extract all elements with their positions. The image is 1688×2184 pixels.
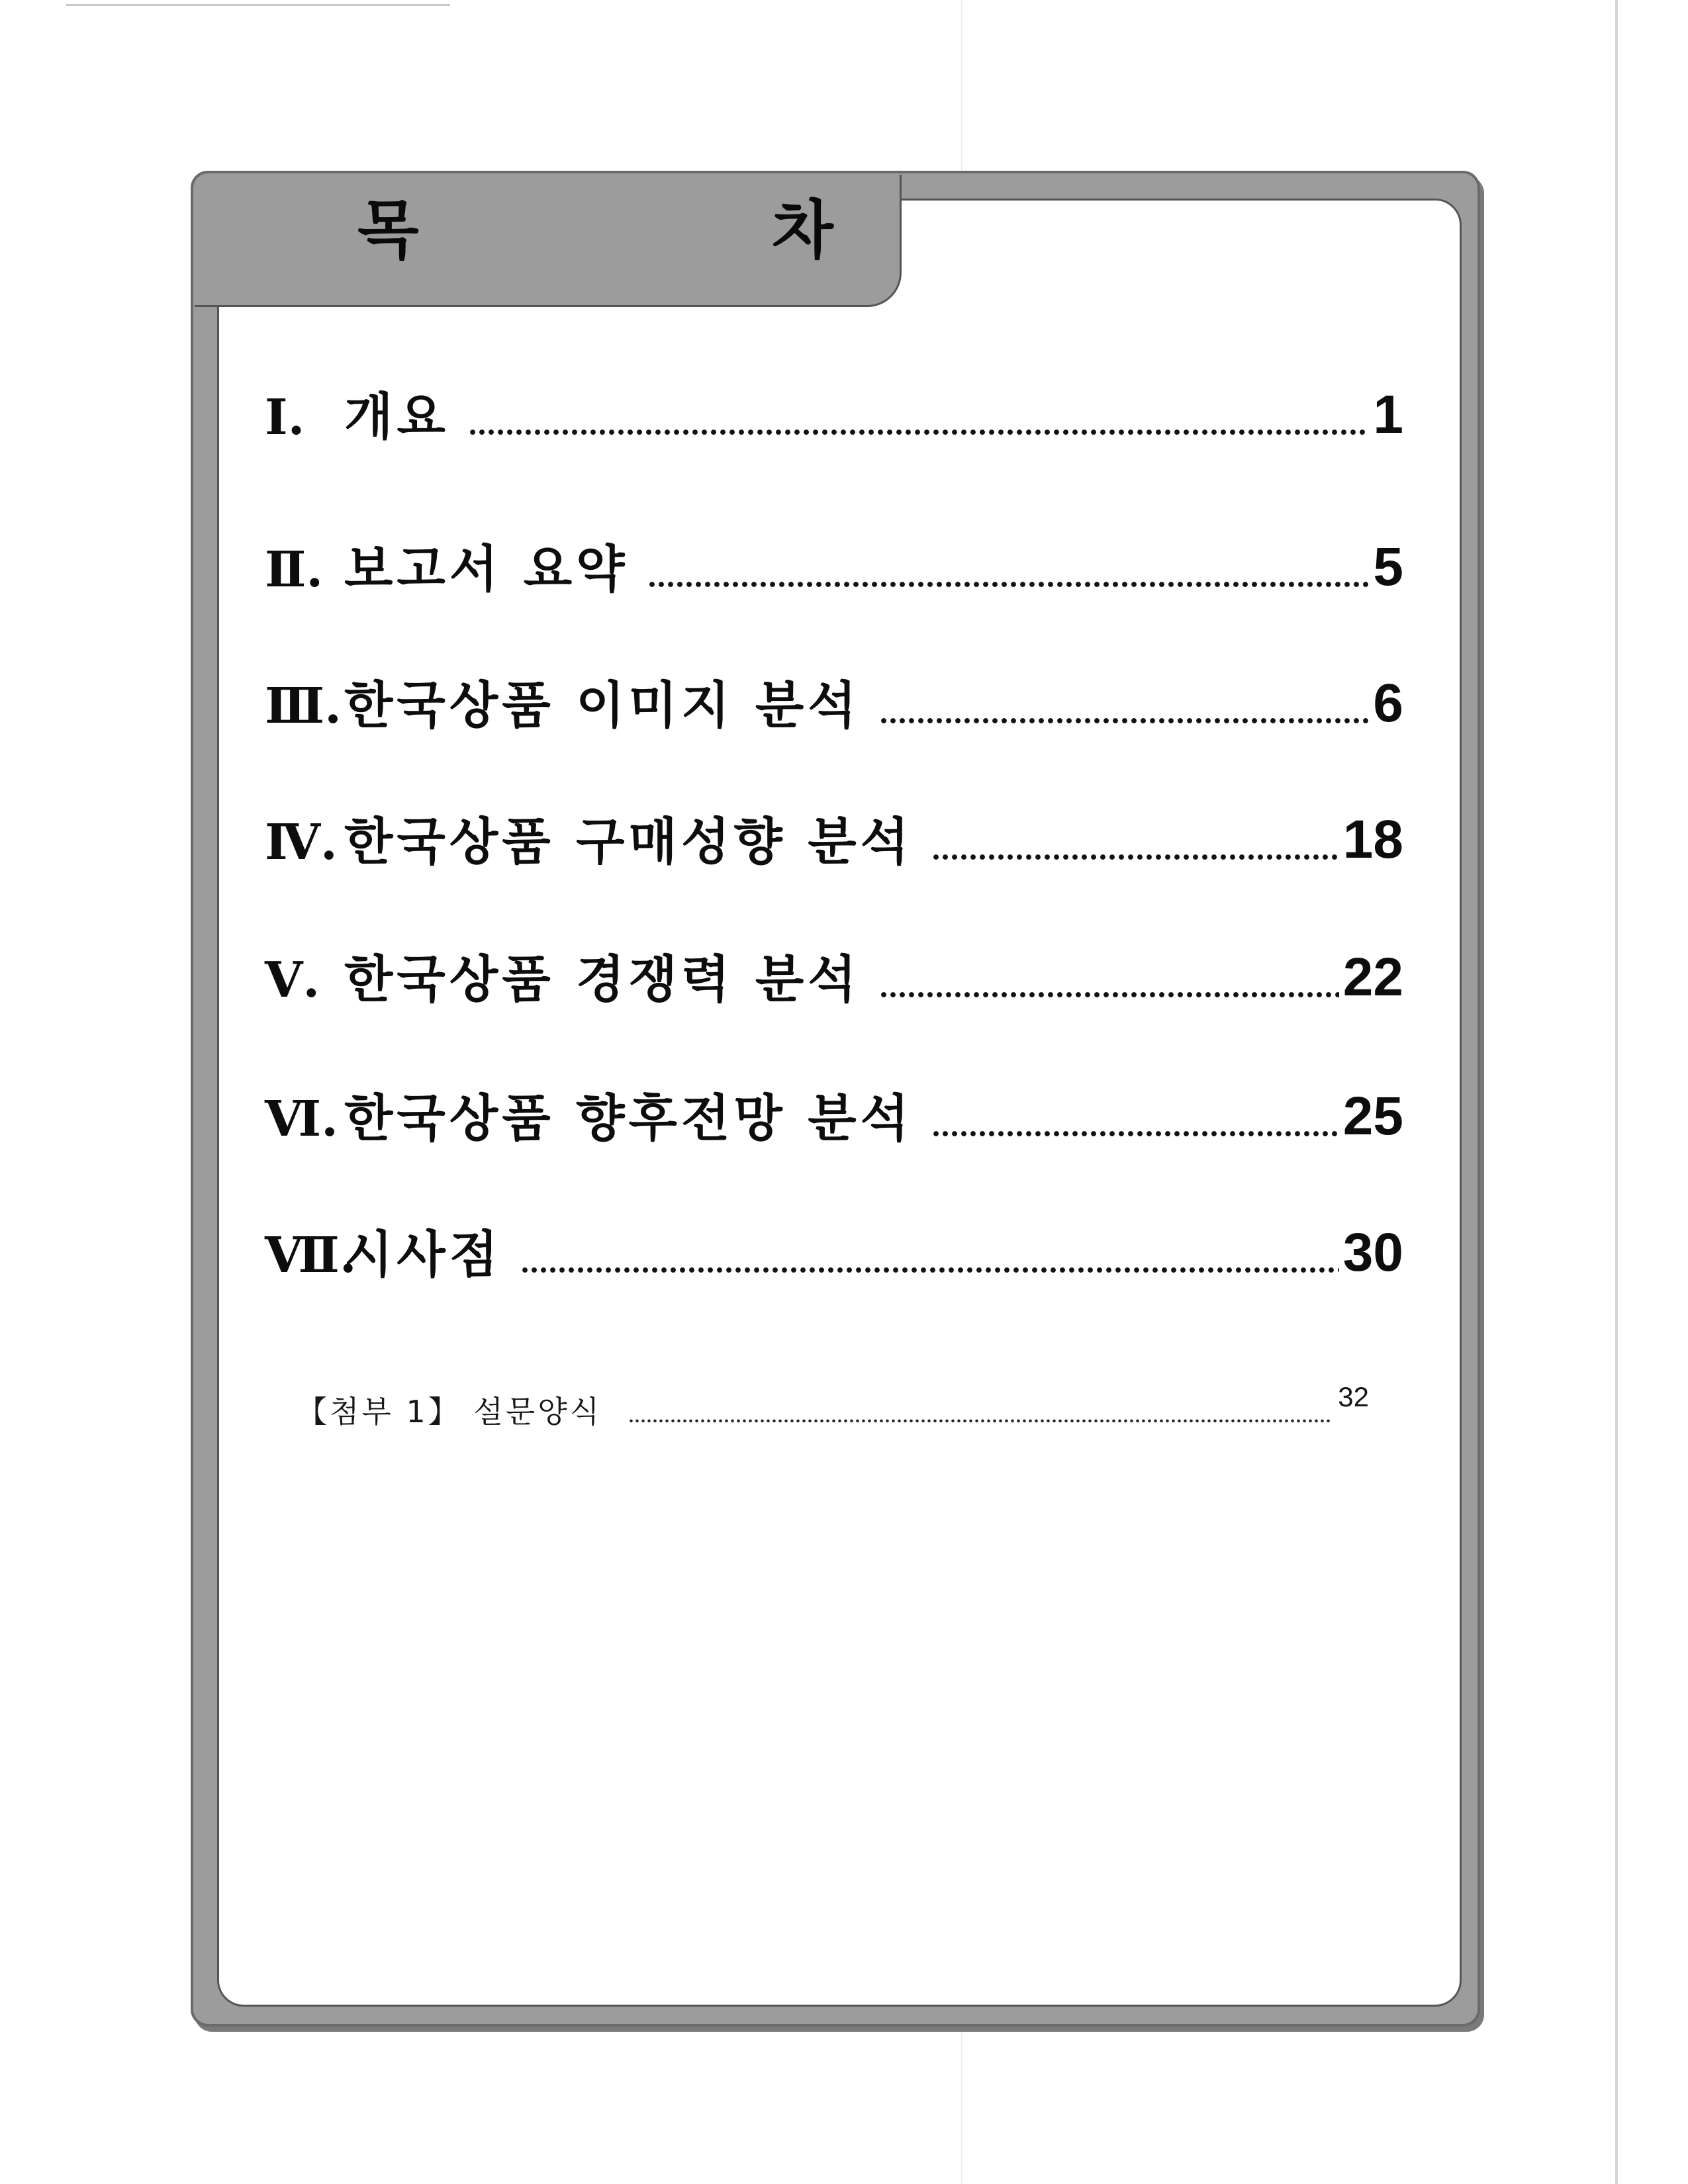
- dot-leader: [628, 1419, 1330, 1423]
- scan-edge-right: [1615, 0, 1618, 2184]
- dot-leader: [468, 429, 1370, 435]
- toc-entry-label: 한국상품 이미지 분석: [344, 676, 861, 735]
- toc-entry-numeral: Ⅲ.: [265, 678, 342, 735]
- toc-entry-3[interactable]: [265, 673, 1403, 735]
- toc-entry-label: 시사점: [344, 1225, 502, 1284]
- toc-appendix-page: 32: [1338, 1381, 1369, 1412]
- dot-leader: [931, 1130, 1339, 1137]
- toc-entry-page: 1: [1373, 385, 1403, 445]
- toc-entry-numeral: Ⅱ.: [265, 541, 324, 598]
- dot-leader: [879, 991, 1339, 998]
- toc-entry-2[interactable]: [265, 537, 1403, 598]
- scan-edge-line: [66, 4, 450, 6]
- toc-entry-page: 25: [1342, 1086, 1403, 1146]
- toc-entry-numeral: Ⅳ.: [265, 814, 338, 871]
- toc-entry-page: 6: [1373, 673, 1403, 733]
- toc-appendix-label: 【첨부 1】 설문양식: [297, 1394, 602, 1430]
- toc-entry-numeral: Ⅰ.: [265, 389, 305, 446]
- toc-entry-numeral: Ⅴ.: [265, 952, 320, 1009]
- dot-leader: [879, 717, 1370, 724]
- toc-entry-6[interactable]: [265, 1086, 1403, 1148]
- toc-entry-label: 개요: [344, 387, 449, 446]
- toc-entry-numeral: Ⅵ.: [265, 1091, 338, 1148]
- toc-entry-page: 18: [1342, 809, 1403, 870]
- toc-entry-page: 22: [1342, 947, 1403, 1007]
- toc-entry-1[interactable]: [265, 385, 1403, 446]
- toc-appendix-entry[interactable]: [297, 1381, 1369, 1430]
- toc-entry-5[interactable]: [265, 947, 1403, 1009]
- toc-entry-7[interactable]: [265, 1222, 1403, 1284]
- toc-entry-label: 한국상품 향후전망 분석: [344, 1089, 914, 1148]
- toc-entry-page: 30: [1342, 1222, 1403, 1283]
- toc-entry-label: 한국상품 경쟁력 분석: [344, 950, 861, 1009]
- toc-entry-page: 5: [1373, 537, 1403, 597]
- page-title: 목 차: [357, 193, 999, 267]
- dot-leader: [931, 854, 1339, 860]
- toc-entry-label: 한국상품 구매성향 분석: [344, 812, 914, 871]
- toc-entry-label: 보고서 요약: [344, 539, 629, 598]
- dot-leader: [647, 581, 1370, 588]
- dot-leader: [520, 1267, 1339, 1273]
- toc-entry-numeral: Ⅶ.: [265, 1227, 357, 1284]
- toc-entry-4[interactable]: [265, 809, 1403, 871]
